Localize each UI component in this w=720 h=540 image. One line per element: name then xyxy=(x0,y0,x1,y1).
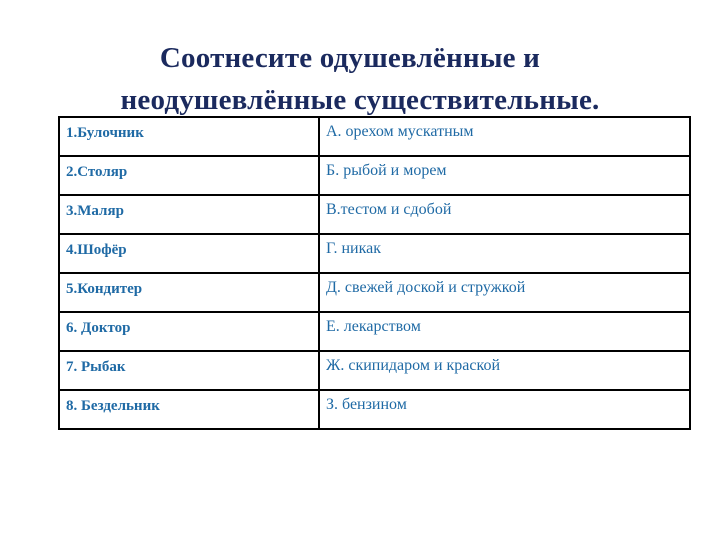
profession-cell: 8. Бездельник xyxy=(59,390,319,429)
association-cell: В.тестом и сдобой xyxy=(319,195,690,234)
title-line-2: неодушевлённые существительные. xyxy=(120,84,600,116)
profession-cell: 4.Шофёр xyxy=(59,234,319,273)
table-row xyxy=(59,195,690,234)
profession-cell: 3.Маляр xyxy=(59,195,319,234)
table-row xyxy=(59,273,690,312)
table-row xyxy=(59,234,690,273)
association-cell: Г. никак xyxy=(319,234,690,273)
association-cell: Ж. скипидаром и краской xyxy=(319,351,690,390)
table-row xyxy=(59,117,690,156)
association-cell: Д. свежей доской и стружкой xyxy=(319,273,690,312)
association-cell: А. орехом мускатным xyxy=(319,117,690,156)
title-line-1: Соотнесите одушевлённые и xyxy=(159,42,541,74)
table-row xyxy=(59,156,690,195)
association-cell: Е. лекарством xyxy=(319,312,690,351)
page-title xyxy=(0,37,720,121)
profession-cell: 2.Столяр xyxy=(59,156,319,195)
table-row xyxy=(59,390,690,429)
profession-cell: 1.Булочник xyxy=(59,117,319,156)
profession-cell: 7. Рыбак xyxy=(59,351,319,390)
association-cell: Б. рыбой и морем xyxy=(319,156,690,195)
table-row xyxy=(59,312,690,351)
matching-table xyxy=(58,116,691,430)
association-cell: З. бензином xyxy=(319,390,690,429)
profession-cell: 5.Кондитер xyxy=(59,273,319,312)
profession-cell: 6. Доктор xyxy=(59,312,319,351)
table-row xyxy=(59,351,690,390)
